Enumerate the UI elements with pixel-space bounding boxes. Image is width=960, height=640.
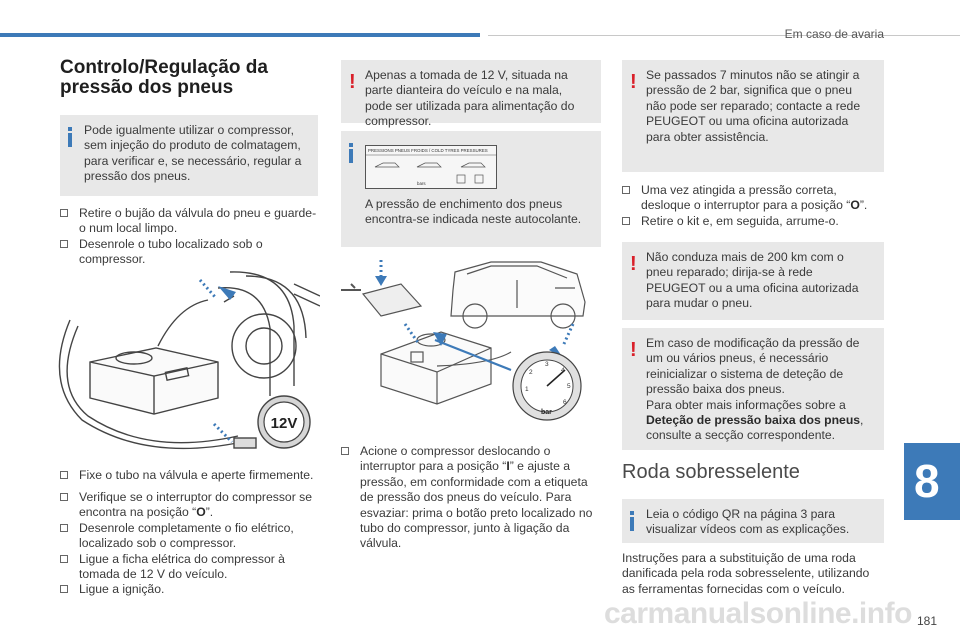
- info-box-qr: [622, 499, 884, 543]
- gauge-tick: 5: [567, 383, 571, 390]
- checkbox-icon: [60, 524, 68, 532]
- info-text: A pressão de enchimento dos pneus encontra-se indicada neste autocolante.: [365, 197, 582, 227]
- warning-box-socket: [341, 60, 601, 129]
- checkbox-icon: [60, 585, 68, 593]
- steps-prepare: [60, 206, 320, 268]
- checkbox-icon: [60, 209, 68, 217]
- chapter-tab: 8: [904, 443, 960, 520]
- warning-box-200km: [622, 242, 884, 320]
- warning-box-modification: [622, 328, 884, 450]
- gauge-unit: bar: [541, 409, 552, 416]
- header-bar-accent: [0, 33, 480, 37]
- checkbox-icon: [341, 447, 349, 455]
- compressor-wheel-illustration: [58, 266, 320, 462]
- list-item: Retire o kit e, em seguida, arrume-o.: [622, 214, 884, 229]
- warning-box-7min: [622, 60, 884, 172]
- info-text: Pode igualmente utilizar o compressor, sem injeção do produto de colmatagem, para verificar e, se necessário, regular a pressão dos pneus.: [84, 123, 302, 184]
- info-icon: [68, 127, 72, 147]
- warning-text: Não conduza mais de 200 km com o pneu reparado; dirija-se à rede PEUGEOT ou a uma oficina autorizada para mudar o pneu.: [646, 250, 859, 311]
- socket-12v-label: 12V: [270, 415, 298, 432]
- gauge-tick: 2: [529, 369, 533, 376]
- warning-text: Em caso de modificação da pressão de um ou vários pneus, é necessário reinicializar o sistema de deteção de pressão baixa dos pneus.: [646, 336, 860, 397]
- list-item: Desenrole o tubo localizado sob o compressor.: [60, 237, 320, 268]
- warning-icon: !: [630, 339, 637, 361]
- list-item: Ligue a ficha elétrica do compressor à tomada de 12 V do veículo.: [60, 552, 320, 583]
- list-item: Desenrole completamente o fio elétrico, localizado sob o compressor.: [60, 521, 320, 552]
- info-box-tyre-label: [341, 131, 601, 247]
- warning-text: Se passados 7 minutos não se atingir a pressão de 2 bar, significa que o pneu não pode ser reparado; contacte a rede PEUGEOT ou uma oficina autorizada para obter assistência.: [646, 68, 861, 144]
- checkbox-icon: [60, 240, 68, 248]
- info-icon: [630, 511, 634, 531]
- gauge-tick: 1: [525, 386, 529, 393]
- info-text: Leia o código QR na página 3 para visualizar vídeos com as explicações.: [646, 507, 850, 537]
- section-title: Em caso de avaria: [784, 27, 884, 41]
- page-number: 181: [917, 614, 938, 628]
- info-box-compressor: [60, 115, 318, 196]
- list-item: Retire o bujão da válvula do pneu e guarde-o num local limpo.: [60, 206, 320, 237]
- gauge-tick: 4: [561, 367, 565, 374]
- steps-finish: [622, 183, 884, 229]
- svg-text:PRESSIONS PNEUS FROIDS / COLD: PRESSIONS PNEUS FROIDS / COLD TYRES PRESSURES: [368, 148, 488, 153]
- gauge-tick: 3: [545, 361, 549, 368]
- checkbox-icon: [60, 493, 68, 501]
- info-icon: [349, 143, 353, 163]
- svg-text:bars: bars: [417, 181, 426, 186]
- gauge-tick: 6: [563, 399, 567, 406]
- list-item: Verifique se o interruptor do compressor se encontra na posição “O”.: [60, 490, 320, 521]
- warning-icon: !: [630, 71, 637, 93]
- spare-wheel-text: Instruções para a substituição de uma roda danificada pela roda sobresselente, utilizando as ferramentas fornecidas com o veículo.: [622, 551, 870, 596]
- step-start: [341, 444, 603, 552]
- tyre-pressure-sticker: [365, 145, 497, 189]
- list-item: Uma vez atingida a pressão correta, desloque o interruptor para a posição “O”.: [622, 183, 884, 214]
- header-rule: [488, 35, 960, 36]
- page-title: Controlo/Regulação da pressão dos pneus: [60, 57, 268, 98]
- list-item: Fixe o tubo na válvula e aperte firmemente.: [60, 468, 320, 483]
- warning-icon: !: [630, 253, 637, 275]
- list-item: Ligue a ignição.: [60, 582, 320, 597]
- checkbox-icon: [622, 217, 630, 225]
- steps-connect: [60, 490, 320, 598]
- compressor-gauge-illustration: [341, 254, 603, 434]
- step-fix: [60, 468, 320, 483]
- list-item: Acione o compressor deslocando o interruptor para a posição “I” e ajuste a pressão, em conformidade com a etiqueta de pressão dos pneus do veículo. Para esvaziar: prima o botão preto localizado no tubo do compressor, junto à ligação da válvula.: [341, 444, 603, 552]
- watermark: carmanualsonline.info: [604, 597, 912, 630]
- checkbox-icon: [60, 555, 68, 563]
- section-heading-spare-wheel: Roda sobresselente: [622, 461, 800, 483]
- warning-text: Apenas a tomada de 12 V, situada na parte dianteira do veículo e na mala, pode ser utilizada para alimentação do compressor.: [365, 68, 575, 129]
- checkbox-icon: [60, 471, 68, 479]
- checkbox-icon: [622, 186, 630, 194]
- warning-text-more: Para obter mais informações sobre a Deteção de pressão baixa dos pneus, consulte a secção correspondente.: [646, 397, 864, 443]
- warning-icon: !: [349, 71, 356, 93]
